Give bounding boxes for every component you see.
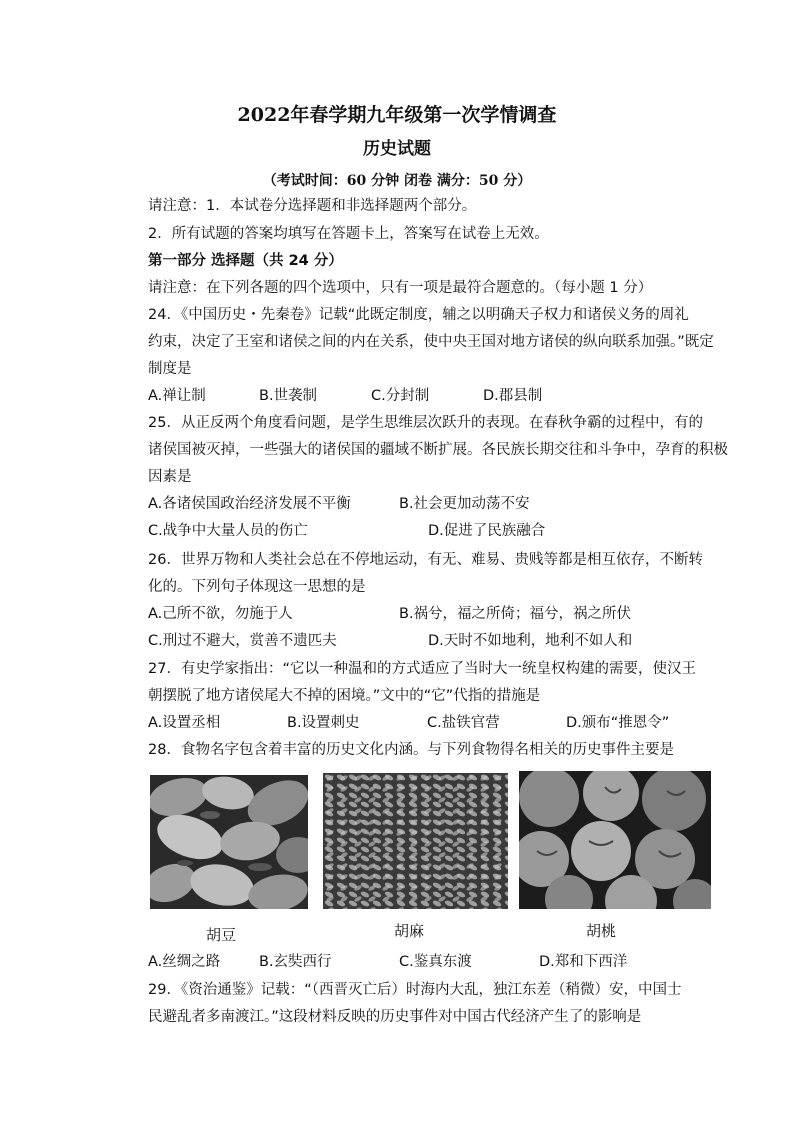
q24-option-a: A.禅让制 <box>148 388 206 404</box>
q24-line-2: 约束，决定了王室和诸侯之间的内在关系，使中央王国对地方诸侯的纵向联系加强。”既定 <box>148 334 714 350</box>
q24-option-c: C.分封制 <box>371 388 430 404</box>
notice-line-2: 2．所有试题的答案均填写在答题卡上，答案写在试卷上无效。 <box>148 226 549 242</box>
q27-line-1: 27．有史学家指出：“它以一种温和的方式适应了当时大一统皇权构建的需要，使汉王 <box>148 661 696 677</box>
q27-option-a: A.设置丞相 <box>148 715 221 731</box>
notice-line-1: 请注意：1．本试卷分选择题和非选择题两个部分。 <box>148 198 477 214</box>
q26-option-a: A.己所不欲，勿施于人 <box>148 606 293 622</box>
q29-line-2: 民避乱者多南渡江。”这段材料反映的历史事件对中国古代经济产生了的影响是 <box>148 1009 642 1025</box>
exam-subtitle: 历史试题 <box>363 139 431 159</box>
caption-broad-bean: 胡豆 <box>206 926 237 944</box>
q26-line-1: 26．世界万物和人类社会总在不停地运动，有无、难易、贵贱等都是相互依存，不断转 <box>148 552 703 568</box>
q27-option-b: B.设置刺史 <box>287 715 360 731</box>
sesame-photo <box>323 773 508 909</box>
q28-option-d: D.郑和下西洋 <box>539 954 628 970</box>
q28-option-b: B.玄奘西行 <box>259 954 332 970</box>
q28-line-1: 28．食物名字包含着丰富的历史文化内涵。与下列食物得名相关的历史事件主要是 <box>148 742 674 758</box>
q26-option-c: C.刑过不避大，赏善不遗匹夫 <box>148 633 337 649</box>
exam-info: （考试时间：60 分钟 闭卷 满分：50 分） <box>262 173 532 189</box>
caption-sesame: 胡麻 <box>394 922 425 940</box>
q25-option-c: C.战争中大量人员的伤亡 <box>148 523 308 539</box>
q27-line-2: 朝摆脱了地方诸侯尾大不掉的困境。”文中的“它”代指的措施是 <box>148 688 541 704</box>
q26-line-2: 化的。下列句子体现这一思想的是 <box>148 579 366 595</box>
caption-walnut: 胡桃 <box>586 922 617 940</box>
q25-option-b: B.社会更加动荡不安 <box>399 496 530 512</box>
q25-option-d: D.促进了民族融合 <box>428 523 546 539</box>
exam-title: 2022年春学期九年级第一次学情调查 <box>237 104 557 126</box>
q25-line-1: 25．从正反两个角度看问题，是学生思维层次跃升的表现。在春秋争霸的过程中，有的 <box>148 415 703 431</box>
q28-option-c: C.鉴真东渡 <box>399 954 472 970</box>
q26-option-b: B.祸兮，福之所倚；福兮，祸之所伏 <box>399 606 632 622</box>
part1-heading: 第一部分 选择题（共 24 分） <box>148 253 343 269</box>
q26-option-d: D.天时不如地利，地利不如人和 <box>428 633 633 649</box>
q25-line-2: 诸侯国被灭掉，一些强大的诸侯国的疆域不断扩展。各民族长期交往和斗争中，孕育的积极 <box>148 442 728 458</box>
walnut-photo <box>519 771 711 909</box>
q25-line-3: 因素是 <box>148 469 192 485</box>
q24-line-1: 24．《中国历史・先秦卷》记载“此既定制度，辅之以明确天子权力和诸侯义务的周礼 <box>148 307 689 323</box>
q29-line-1: 29．《资治通鉴》记载：“（西晋灭亡后）时海内大乱，独江东差（稍微）安，中国士 <box>148 982 682 998</box>
q27-option-c: C.盐铁官营 <box>427 715 500 731</box>
q28-option-a: A.丝绸之路 <box>148 954 221 970</box>
q25-option-a: A.各诸侯国政治经济发展不平衡 <box>148 496 351 512</box>
q24-option-d: D.郡县制 <box>483 388 543 404</box>
q24-option-b: B.世袭制 <box>259 388 318 404</box>
q27-option-d: D.颁布“推恩令” <box>566 715 670 731</box>
part1-instruction: 请注意：在下列各题的四个选项中，只有一项是最符合题意的。（每小题 1 分） <box>148 280 653 296</box>
q24-line-3: 制度是 <box>148 361 192 377</box>
broad-bean-photo <box>150 775 308 909</box>
